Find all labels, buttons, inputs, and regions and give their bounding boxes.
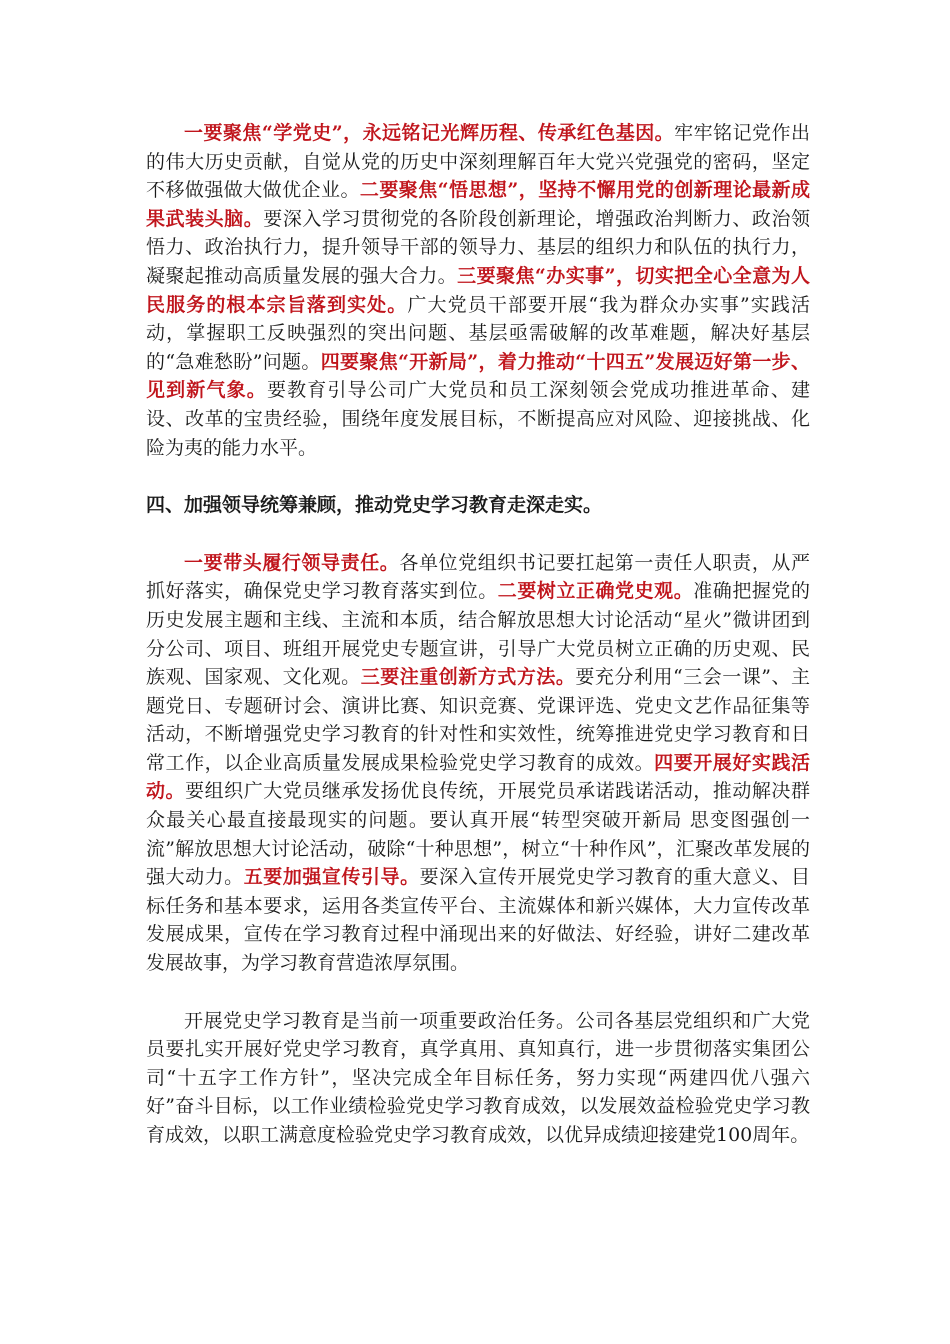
highlight-text: 二要聚焦“悟思想”，坚持不懈用党的创新理论最新成果武装头脑。 bbox=[146, 179, 810, 230]
paragraph-leadership bbox=[146, 549, 810, 978]
body-text: 要深入宣传开展党史学习教育的重大意义、目标任务和基本要求，运用各类宣传平台、主流媒体和新兴媒体，大力宣传改革发展成果，宣传在学习教育过程中涌现出来的好做法、好经验，讲好二建改革发展故事，为学习教育营造浓厚氛围。 bbox=[146, 866, 810, 975]
highlight-text: 四要聚焦“开新局”，着力推动“十四五”发展迈好第一步、见到新气象。 bbox=[146, 350, 810, 402]
body-text: 广大党员干部要开展“我为群众办实事”实践活动，掌握职工反映强烈的突出问题、基层亟需破解的改革难题，解决好基层的“急难愁盼”问题。 bbox=[146, 293, 810, 373]
highlight-text: 三要聚焦“办实事”，切实把全心全意为人民服务的根本宗旨落到实处。 bbox=[146, 264, 810, 316]
body-text: 要充分利用“三会一课”、主题党日、专题研讨会、演讲比赛、知识竞赛、党课评选、党史文艺作品征集等活动，不断增强党史学习教育的针对性和实效性，统筹推进党史学习教育和日常工作，以企业高质量发展成果检验党史学习教育的成效。 bbox=[146, 666, 810, 774]
highlight-text: 一要聚焦“学党史”，永远铭记光辉历程、传承红色基因。 bbox=[184, 122, 675, 144]
section-heading-text: 四、加强领导统筹兼顾，推动党史学习教育走深走实。 bbox=[146, 494, 603, 517]
body-text: 各单位党组织书记要扛起第一责任人职责，从严抓好落实，确保党史学习教育落实到位。 bbox=[146, 551, 810, 603]
highlight-text: 五要加强宣传引导。 bbox=[243, 866, 420, 889]
body-text: 准确把握党的历史发展主题和主线、主流和本质，结合解放思想大讨论活动“星火”微讲团到分公司、项目、班组开展党史专题宣讲，引导广大党员树立正确的历史观、民族观、国家观、文化观。 bbox=[146, 580, 810, 689]
highlight-text: 二要树立正确党史观。 bbox=[497, 580, 694, 603]
body-text: 要组织广大党员继承发扬优良传统，开展党员承诺践诺活动，推动解决群众最关心最直接最现实的问题。要认真开展“转型突破开新局 思变图强创一流”解放思想大讨论活动，破除“十种思想”，树立“十种作风”，汇聚改革发展的强大动力。 bbox=[146, 780, 810, 889]
body-text: 开展党史学习教育是当前一项重要政治任务。公司各基层党组织和广大党员要扎实开展好党史学习教育，真学真用、真知真行，进一步贯彻落实集团公司“十五字工作方针”，坚决完成全年目标任务，努力实现“两建四优八强六好”奋斗目标，以工作业绩检验党史学习教育成效，以发展效益检验党史学习教育成效，以职工满意度检验党史学习教育成效，以优异成绩迎接建党100周年。 bbox=[146, 1009, 810, 1146]
document-body bbox=[146, 119, 810, 1150]
paragraph-conclusion bbox=[146, 1007, 810, 1150]
highlight-text: 一要带头履行领导责任。 bbox=[184, 551, 400, 574]
body-text: 要深入学习贯彻党的各阶段创新理论，增强政治判断力、政治领悟力、政治执行力，提升领导干部的领导力、基层的组织力和队伍的执行力，凝聚起推动高质量发展的强大合力。 bbox=[146, 207, 810, 287]
body-text: 牢牢铭记党作出的伟大历史贡献，自觉从党的历史中深刻理解百年大党兴党强党的密码，坚定不移做强做大做优企业。 bbox=[146, 122, 810, 202]
highlight-text: 四要开展好实践活动。 bbox=[146, 751, 810, 803]
paragraph-focus-points bbox=[146, 119, 810, 462]
section-heading bbox=[146, 491, 810, 520]
highlight-text: 三要注重创新方式方法。 bbox=[360, 666, 576, 689]
body-text: 要教育引导公司广大党员和员工深刻领会党成功推进革命、建设、改革的宝贵经验，围绕年度发展目标，不断提高应对风险、迎接挑战、化险为夷的能力水平。 bbox=[146, 379, 810, 459]
